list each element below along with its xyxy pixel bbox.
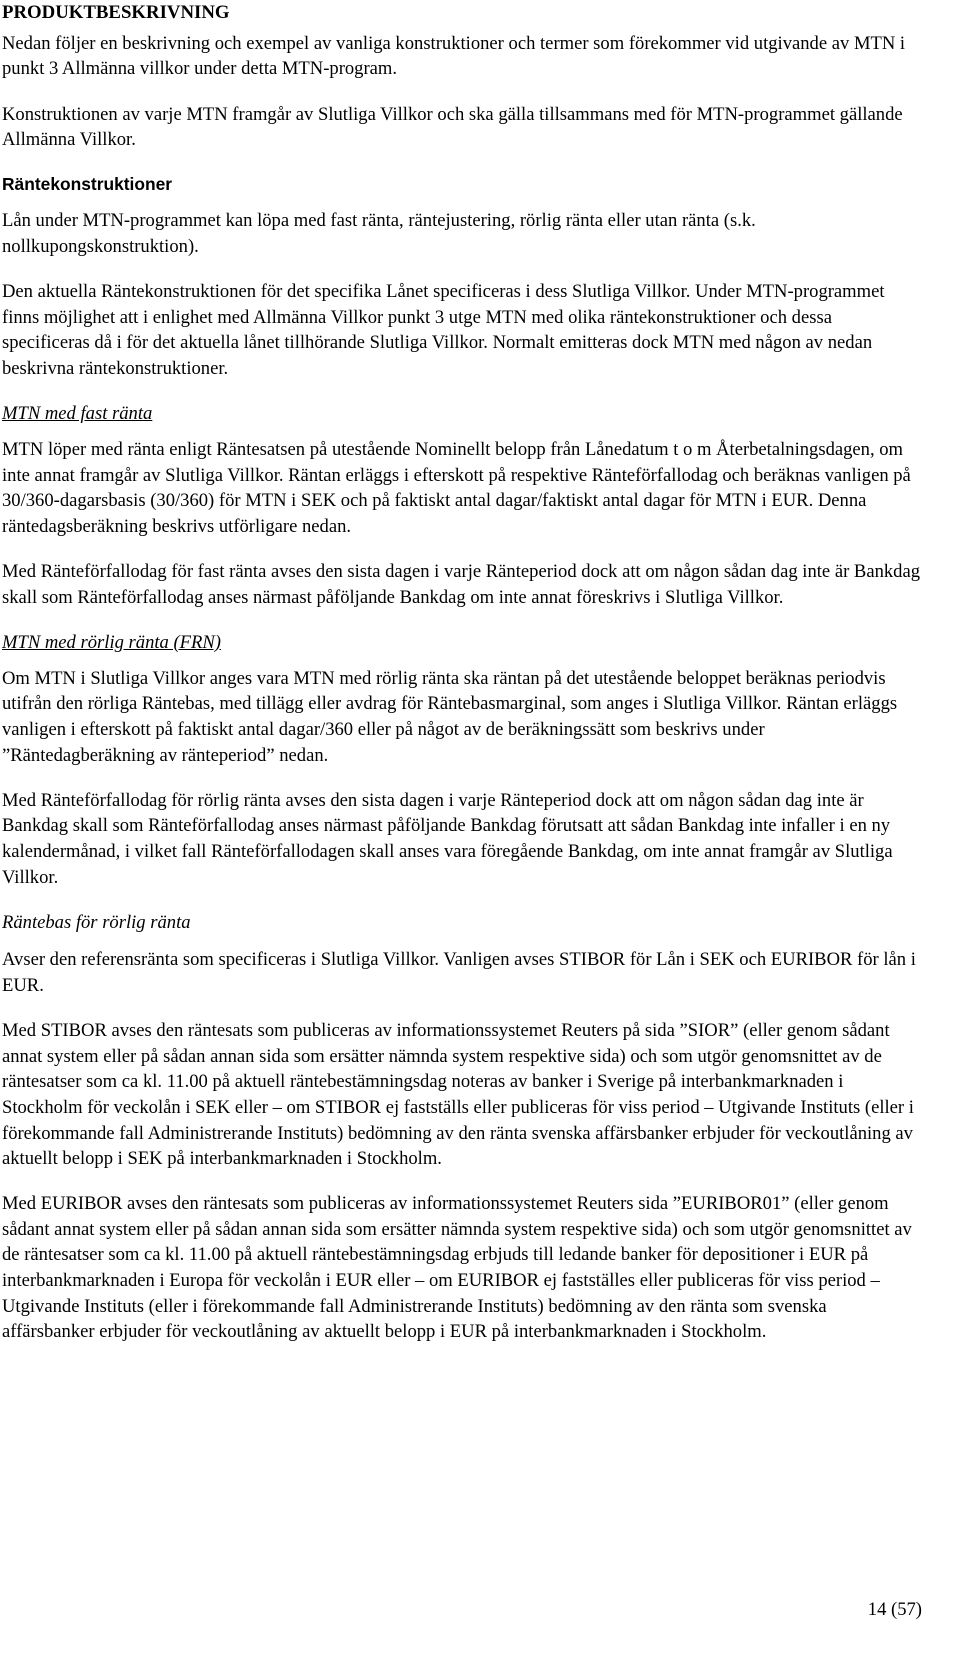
rorlig-ranta-paragraph-2: Med Ränteförfallodag för rörlig ränta avses den sista dagen i varje Ränteperiod dock att om någon sådan dag inte är Bankdag skall som Ränteförfallodag anses närmast påföljande Bankdag förutsatt att sådan Bankdag inte infaller i en ny kalendermånad, i vilket fall Ränteförfallodagen skall anses vara föregående Bankdag, om inte annat framgår av Slutliga Villkor. bbox=[2, 789, 893, 888]
section-heading-fast-ranta: MTN med fast ränta bbox=[2, 403, 153, 425]
section-heading-rorlig-ranta: MTN med rörlig ränta (FRN) bbox=[2, 631, 221, 653]
rantebas-paragraph-2: Med STIBOR avses den räntesats som publiceras av informationssystemet Reuters på sida ”SIOR” (eller genom sådant annat system eller på sådan annan sida som ersätter nämnda system respektive sida) och som utgör genomsnittet av de räntesatser som ca kl. 11.00 på aktuell räntebestämningsdag noteras av banker i Sverige på interbankmarknaden i Stockholm för veckolån i SEK eller – om STIBOR ej fastställs eller publiceras för viss period – Utgivande Instituts (eller i förekommande fall Administrerande Instituts) bedömning av den ränta svenska affärsbanker erbjuder för veckoutlåning av aktuellt belopp i SEK på interbankmarknaden i Stockholm. bbox=[2, 1020, 914, 1170]
rantekonstruktioner-paragraph-1: Lån under MTN-programmet kan löpa med fast ränta, räntejustering, rörlig ränta eller utan ränta (s.k. nollkupongskonstruktion). bbox=[2, 210, 756, 257]
rorlig-ranta-paragraph-1: Om MTN i Slutliga Villkor anges vara MTN med rörlig ränta ska räntan på det utestående beloppet beräknas periodvis utifrån den rörliga Räntebas, med tillägg eller avdrag för Räntebasmarginal, som anges i Slutliga Villkor. Räntan erläggs vanligen i efterskott på faktiskt antal dagar/360 eller på något av de beräkningssätt som beskrivs under ”Räntedagberäkning av ränteperiod” nedan. bbox=[2, 667, 898, 766]
section-heading-rantebas: Räntebas för rörlig ränta bbox=[2, 911, 191, 933]
section-heading-rantekonstruktioner: Räntekonstruktioner bbox=[2, 174, 173, 195]
intro-paragraph-1: Nedan följer en beskrivning och exempel av vanliga konstruktioner och termer som förekommer vid utgivande av MTN i punkt 3 Allmänna villkor under detta MTN-program. bbox=[2, 32, 906, 80]
fast-ranta-paragraph-2: Med Ränteförfallodag för fast ränta avses den sista dagen i varje Ränteperiod dock att om någon sådan dag inte är Bankdag skall som Ränteförfallodag anses närmast påföljande Bankdag om inte annat föreskrivs i Slutliga Villkor. bbox=[2, 561, 921, 608]
rantebas-paragraph-3: Med EURIBOR avses den räntesats som publiceras av informationssystemet Reuters sida ”EURIBOR01” (eller genom sådant annat system eller på sådan annan sida som ersätter nämnda system respektive sida) och som utgör genomsnittet av de räntesatser som ca kl. 11.00 på aktuell räntebestämningsdag erbjuds till ledande banker för depositioner i EUR på interbankmarknaden i Europa för veckolån i EUR eller – om EURIBOR ej fastställes eller publiceras för viss period – Utgivande Instituts (eller i förekommande fall Administrerande Instituts) bedömning av den ränta som svenska affärsbanker erbjuder för veckoutlåning av aktuellt belopp i EUR på interbankmarknaden i Stockholm. bbox=[2, 1193, 912, 1343]
intro-paragraph-2: Konstruktionen av varje MTN framgår av Slutliga Villkor och ska gälla tillsammans med för MTN-programmet gällande Allmänna Villkor. bbox=[2, 103, 903, 151]
fast-ranta-paragraph-1: MTN löper med ränta enligt Räntesatsen på utestående Nominellt belopp från Lånedatum t o m Återbetalningsdagen, om inte annat framgår av Slutliga Villkor. Räntan erläggs i efterskott på respektive Ränteförfallodag och beräknas vanligen på 30/360-dagarsbasis (30/360) för MTN i SEK och på faktiskt antal dagar/faktiskt antal dagar för MTN i EUR. Denna räntedagsberäkning beskrivs utförligare nedan. bbox=[2, 439, 911, 537]
page-number: 14 (57) bbox=[867, 1599, 922, 1620]
document-title: PRODUKTBESKRIVNING bbox=[2, 2, 230, 23]
rantekonstruktioner-paragraph-2: Den aktuella Räntekonstruktionen för det specifika Lånet specificeras i dess Slutliga Villkor. Under MTN-programmet finns möjlighet att i enlighet med Allmänna Villkor punkt 3 utge MTN med olika räntekonstruktioner och dessa specificeras då i för det aktuella lånet tillhörande Slutliga Villkor. Normalt emitteras dock MTN med någon av nedan beskrivna räntekonstruktioner. bbox=[2, 281, 885, 379]
rantebas-paragraph-1: Avser den referensränta som specificeras i Slutliga Villkor. Vanligen avses STIBOR för Lån i SEK och EURIBOR för lån i EUR. bbox=[2, 949, 916, 996]
